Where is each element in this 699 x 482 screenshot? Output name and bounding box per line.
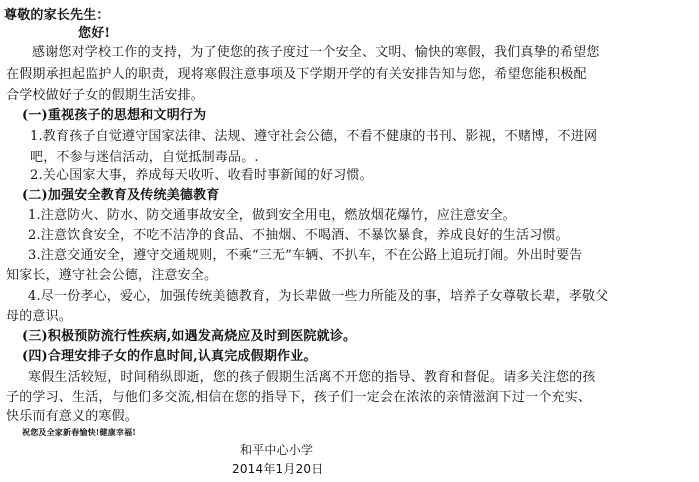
intro-line-3: 合学校做好子女的假期生活安排。 [6, 88, 205, 103]
section-2-item-3: 3.注意交通安全，遵守交通规则，不乘“三无”车辆、不扒车，不在公路上追玩打闹。外出时要告 [28, 248, 583, 263]
section-4-heading: (四)合理安排子女的作息时间,认真完成假期作业。 [22, 349, 317, 364]
closing-wish: 祝您及全家新春愉快!健康幸福! [22, 427, 137, 437]
section-1-item-1-cont: 吧，不参与迷信活动，自觉抵制毒品。. [30, 150, 259, 165]
section-2-item-4: 4.尽一份孝心，爱心，加强传统美德教育，为长辈做一些力所能及的事，培养子女尊敬长辈，孝敬父 [28, 289, 609, 304]
section-4-line-2: 子的学习、生活，与他们多交流,相信在您的指导下，孩子们一定会在浓浓的亲情滋润下过一个充实、 [6, 390, 592, 405]
section-2-heading: (二)加强安全教育及传统美德教育 [22, 188, 220, 203]
intro-line-2: 在假期承担起监护人的职责，现将寒假注意事项及下学期开学的有关安排告知与您，希望您能积极配 [6, 67, 587, 82]
section-2-item-4-cont: 母的意识。 [6, 309, 73, 324]
section-2-item-2: 2.注意饮食安全，不吃不洁净的食品、不抽烟、不喝酒、不暴饮暴食，养成良好的生活习惯。 [28, 228, 569, 243]
section-4-line-3: 快乐而有意义的寒假。 [6, 409, 139, 424]
school-name: 和平中心小学 [240, 443, 314, 457]
greeting: 您好! [78, 26, 111, 41]
salutation: 尊敬的家长先生： [4, 8, 110, 23]
section-4-line-1: 寒假生活较短，时间稍纵即逝，您的孩子假期生活离不开您的指导、教育和督促。请多关注您的孩 [28, 370, 596, 385]
section-1-item-2: 2.关心国家大事，养成每天收听、收看时事新闻的好习惯。 [30, 168, 373, 183]
section-2-item-3-cont: 知家长，遵守社会公德，注意安全。 [6, 268, 218, 283]
intro-line-1: 感谢您对学校工作的支持，为了使您的孩子度过一个安全、文明、愉快的寒假，我们真挚的希望您 [32, 45, 600, 60]
section-3-heading: (三)积极预防流行性疾病,如遇发高烧应及时到医院就诊。 [22, 329, 357, 344]
letter-date: 2014年1月20日 [232, 462, 324, 476]
section-1-heading: (一)重视孩子的思想和文明行为 [22, 108, 207, 123]
section-2-item-1: 1.注意防火、防水、防交通事故安全，做到安全用电，燃放烟花爆竹，应注意安全。 [28, 208, 517, 223]
section-1-item-1: 1.教育孩子自觉遵守国家法律、法规、遵守社会公德，不看不健康的书刊、影视，不赌博，不进网 [30, 129, 598, 144]
